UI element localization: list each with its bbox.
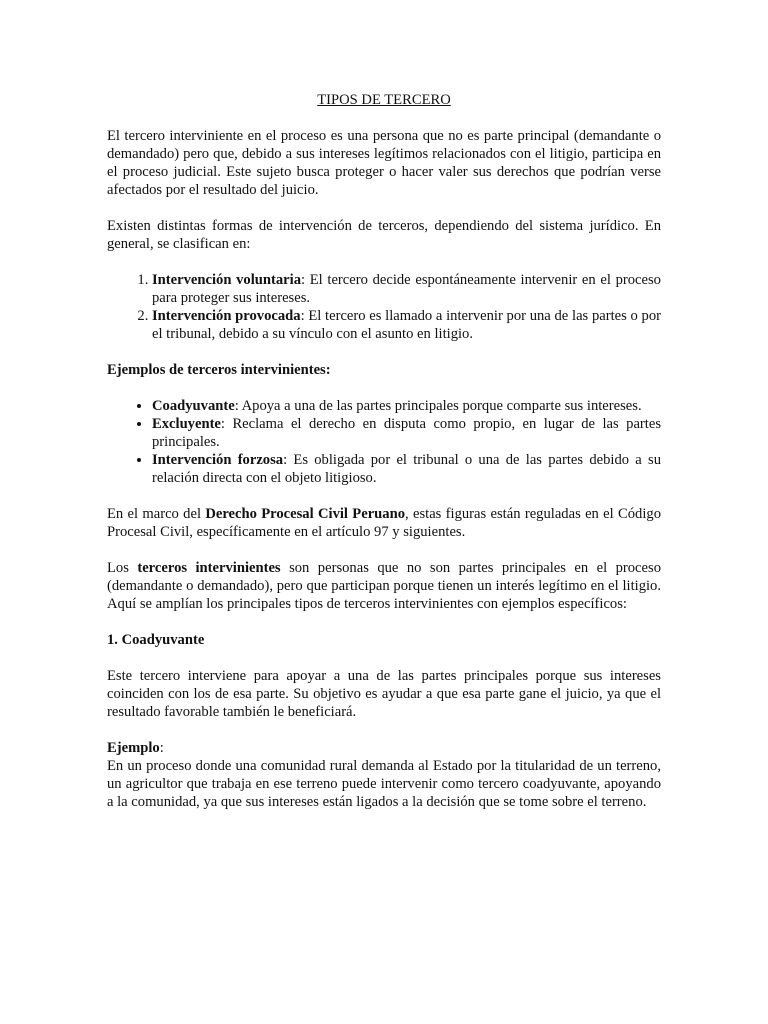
los-post: son personas que no son partes principales en el proceso (demandante o demandado), pero que participan porque tienen un interés legítimo en el litigio. Aquí se amplían los principales tipos de terceros intervinientes con ejemplos específicos: <box>107 560 661 612</box>
marco-paragraph <box>107 505 661 541</box>
list-item <box>152 307 661 343</box>
marco-pre: En el marco del <box>107 506 206 522</box>
example-label: Ejemplo <box>107 740 160 756</box>
example-text: : Apoya a una de las partes principales porque comparte sus intereses. <box>234 398 642 414</box>
list-item <box>152 397 661 415</box>
terceros-paragraph <box>107 559 661 613</box>
example-colon: : <box>159 740 164 756</box>
intro-paragraph: El tercero interviniente en el proceso es una persona que no es parte principal (demandante o demandado) pero que, debido a sus intereses legítimos relacionados con el litigio, participa en el proceso judicial. Este sujeto busca proteger o hacer valer sus derechos que podrían verse afectados por el resultado del juicio. <box>107 128 661 198</box>
examples-heading: Ejemplos de terceros intervinientes: <box>107 362 331 378</box>
example-text: : Es obligada por el tribunal o una de las partes debido a su relación directa con el objeto litigioso. <box>152 452 661 486</box>
list-item <box>152 451 661 487</box>
list-item <box>152 271 661 307</box>
marco-post: , estas figuras están reguladas en el Código Procesal Civil, específicamente en el artículo 97 y siguientes. <box>107 506 661 540</box>
type-text: : El tercero decide espontáneamente intervenir en el proceso para proteger sus intereses. <box>152 272 661 306</box>
type-term: Intervención provocada <box>152 308 301 324</box>
forms-intro-paragraph: Existen distintas formas de intervención de terceros, dependiendo del sistema jurídico. En general, se clasifican en: <box>107 218 661 252</box>
page-title: TIPOS DE TERCERO <box>317 92 451 108</box>
types-list <box>107 271 661 343</box>
examples-list <box>107 397 661 487</box>
example-text: : Reclama el derecho en disputa como propio, en lugar de las partes principales. <box>152 416 661 450</box>
type-term: Intervención voluntaria <box>152 272 301 288</box>
section-1-paragraph: Este tercero interviene para apoyar a una de las partes principales porque sus intereses coinciden con los de esa parte. Su objetivo es ayudar a que esa parte gane el juicio, ya que el resultado favorable también le beneficiará. <box>107 668 661 720</box>
los-bold: terceros intervinientes <box>137 560 281 576</box>
type-text: : El tercero es llamado a intervenir por una de las partes o por el tribunal, debido a su vínculo con el asunto en litigio. <box>152 308 661 342</box>
list-item <box>152 415 661 451</box>
example-term: Intervención forzosa <box>152 452 284 468</box>
section-1-heading: 1. Coadyuvante <box>107 632 205 648</box>
example-paragraph: En un proceso donde una comunidad rural demanda al Estado por la titularidad de un terreno, un agricultor que trabaja en ese terreno puede intervenir como tercero coadyuvante, apoyando a la comunidad, ya que sus intereses están ligados a la decisión que se tome sobre el terreno. <box>107 758 661 810</box>
example-label-line <box>107 739 661 757</box>
example-term: Excluyente <box>152 416 221 432</box>
los-pre: Los <box>107 560 138 576</box>
marco-bold: Derecho Procesal Civil Peruano <box>205 506 406 522</box>
example-term: Coadyuvante <box>152 398 235 414</box>
